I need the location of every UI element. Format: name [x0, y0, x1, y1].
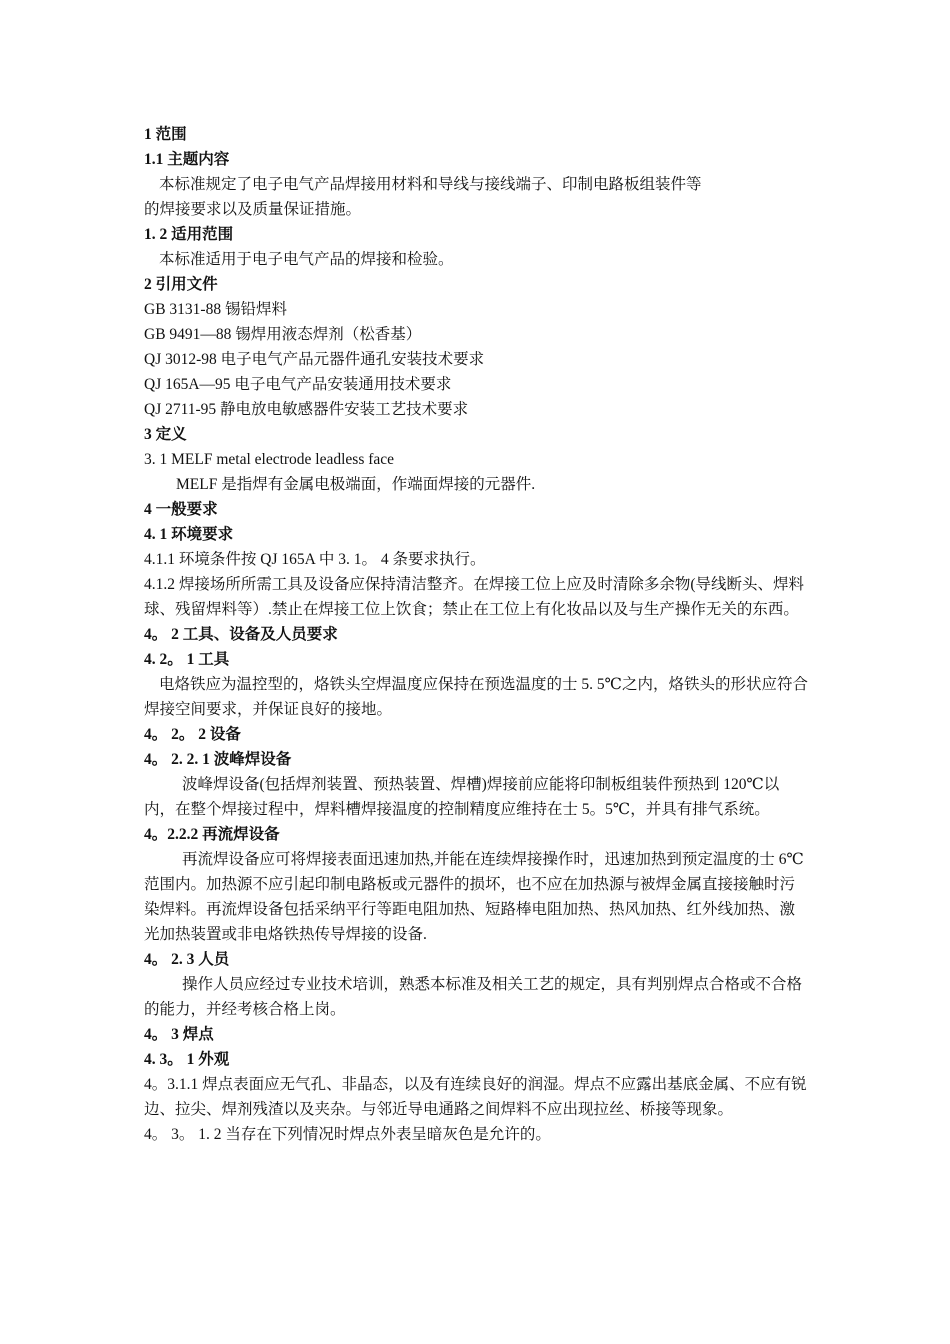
- heading-subject: 1.1 主题内容: [144, 151, 230, 168]
- wave-soldering-text: 波峰焊设备(包括焊剂装置、预热装置、焊槽)焊接前应能将印制板组装件预热到 120℃以内，在整个焊接过程中，焊料槽焊接温度的控制精度应维持在士 5。5℃，并具有排气系统。: [144, 776, 780, 818]
- subject-text-line1: 本标准规定了电子电气产品焊接用材料和导线与接线端子、印制电路板组装件等: [159, 176, 702, 193]
- appearance-clause-1: 4。3.1.1 焊点表面应无气孔、非晶态，以及有连续良好的润湿。焊点不应露出基底金属、不应有锐边、拉尖、焊剂残渣以及夹杂。与邻近导电通路之间焊料不应出现拉丝、桥接等现象。: [144, 1076, 807, 1118]
- definition-term: 3. 1 MELF metal electrode leadless face: [144, 451, 395, 468]
- heading-applicability: 1. 2 适用范围: [144, 226, 234, 243]
- heading-environment: 4. 1 环境要求: [144, 526, 234, 543]
- applicability-text: 本标准适用于电子电气产品的焊接和检验。: [159, 251, 454, 268]
- heading-tools: 4. 2。 1 工具: [144, 651, 230, 668]
- reference-item: QJ 3012-98 电子电气产品元器件通孔安装技术要求: [144, 351, 485, 368]
- heading-wave-soldering: 4。 2. 2. 1 波峰焊设备: [144, 751, 292, 768]
- environment-clause-2: 4.1.2 焊接场所所需工具及设备应保持清洁整齐。在焊接工位上应及时清除多余物(导线断头、焊料球、残留焊料等）.禁止在焊接工位上饮食；禁止在工位上有化妆品以及与生产操作无关的东西。: [144, 576, 805, 618]
- environment-clause-1: 4.1.1 环境条件按 QJ 165A 中 3. 1。 4 条要求执行。: [144, 551, 486, 568]
- appearance-clause-2: 4。 3。 1. 2 当存在下列情况时焊点外表呈暗灰色是允许的。: [144, 1126, 551, 1143]
- heading-scope: 1 范围: [144, 126, 187, 143]
- reflow-soldering-text: 再流焊设备应可将焊接表面迅速加热,并能在连续焊接操作时，迅速加热到预定温度的士 6℃范围内。加热源不应引起印制电路板或元器件的损坏，也不应在加热源与被焊金属直接接触时污染焊料。再流焊设备包括采纳平行等距电阻加热、短路棒电阻加热、热风加热、红外线加热、激光加热装置或非电烙铁热传导焊接的设备.: [144, 851, 804, 943]
- reference-item: QJ 165A—95 电子电气产品安装通用技术要求: [144, 376, 452, 393]
- reference-item: GB 9491—88 锡焊用液态焊剂（松香基）: [144, 326, 422, 343]
- reference-item: GB 3131-88 锡铅焊料: [144, 301, 287, 318]
- heading-personnel: 4。 2. 3 人员: [144, 951, 230, 968]
- personnel-text: 操作人员应经过专业技术培训，熟悉本标准及相关工艺的规定，具有判别焊点合格或不合格的能力，并经考核合格上岗。: [144, 976, 803, 1018]
- heading-appearance: 4. 3。 1 外观: [144, 1051, 230, 1068]
- heading-tools-equipment-personnel: 4。 2 工具、设备及人员要求: [144, 626, 338, 643]
- document-body: [144, 122, 810, 1147]
- subject-text-line2: 的焊接要求以及质量保证措施。: [144, 201, 362, 218]
- heading-equipment: 4。 2。 2 设备: [144, 726, 241, 743]
- heading-references: 2 引用文件: [144, 276, 218, 293]
- heading-definitions: 3 定义: [144, 426, 187, 443]
- reference-item: QJ 2711-95 静电放电敏感器件安装工艺技术要求: [144, 401, 469, 418]
- heading-reflow-soldering: 4。2.2.2 再流焊设备: [144, 826, 280, 843]
- heading-general-requirements: 4 一般要求: [144, 501, 218, 518]
- heading-solder-joints: 4。 3 焊点: [144, 1026, 214, 1043]
- tools-text: 电烙铁应为温控型的，烙铁头空焊温度应保持在预选温度的士 5. 5℃之内，烙铁头的形状应符合焊接空间要求，并保证良好的接地。: [144, 676, 808, 718]
- definition-text: MELF 是指焊有金属电极端面，作端面焊接的元器件.: [176, 476, 536, 493]
